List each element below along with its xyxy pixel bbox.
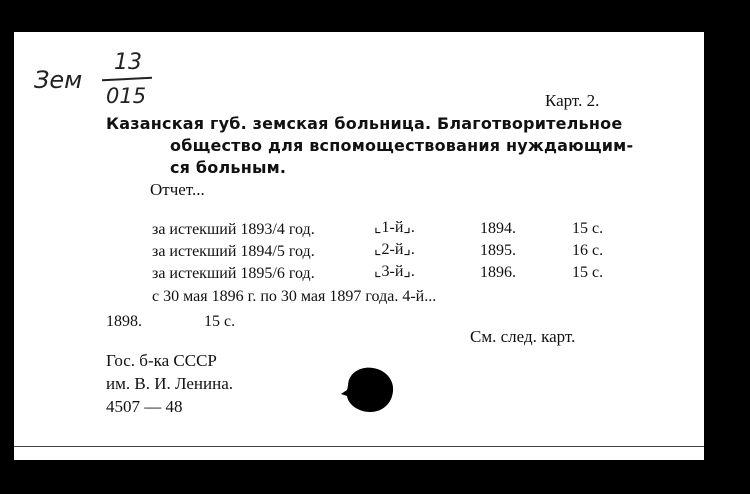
entry-1-pages: 15 с. xyxy=(572,220,604,237)
entry-1-text: за истекший 1893/4 год. xyxy=(152,221,315,238)
heading-line-2: общество для вспомоществования нуждающим- xyxy=(170,136,634,155)
handwritten-fraction-line xyxy=(102,77,152,82)
heading-line-1: Казанская губ. земская больница. Благотворительное xyxy=(106,114,623,133)
handwritten-prefix: Зем xyxy=(34,66,83,94)
entry-1-year: 1894. xyxy=(480,220,516,237)
card-label: Карт. 2. xyxy=(545,91,600,110)
entry-2-bracket: ⌞2-й⌟. xyxy=(374,241,415,258)
handwritten-denominator: 015 xyxy=(106,84,147,108)
entry-2-pages: 16 с. xyxy=(572,242,604,259)
period-year: 1898. xyxy=(106,313,142,330)
ink-blot xyxy=(340,364,396,414)
period-line: с 30 мая 1896 г. по 30 мая 1897 года. 4-й... xyxy=(152,288,437,305)
entry-1-bracket: ⌞1-й⌟. xyxy=(374,219,415,236)
entry-3-pages: 15 с. xyxy=(572,264,604,281)
heading-line-3: ся больным. xyxy=(170,158,287,177)
bottom-rule xyxy=(14,446,704,447)
entry-3-text: за истекший 1895/6 год. xyxy=(152,265,315,282)
entry-2-year: 1895. xyxy=(480,242,516,259)
entry-3-year: 1896. xyxy=(480,264,516,281)
entry-2-text: за истекший 1894/5 год. xyxy=(152,243,315,260)
report-label: Отчет... xyxy=(150,180,205,199)
library-line-1: Гос. б-ка СССР xyxy=(106,351,217,370)
handwritten-numerator: 13 xyxy=(114,50,142,75)
catalog-card xyxy=(14,32,704,460)
entry-3-bracket: ⌞3-й⌟. xyxy=(374,263,415,280)
period-pages: 15 с. xyxy=(204,313,236,330)
library-line-2: им. В. И. Ленина. xyxy=(106,374,234,393)
see-next-card: См. след. карт. xyxy=(470,327,576,346)
library-line-3: 4507 — 48 xyxy=(106,397,183,416)
